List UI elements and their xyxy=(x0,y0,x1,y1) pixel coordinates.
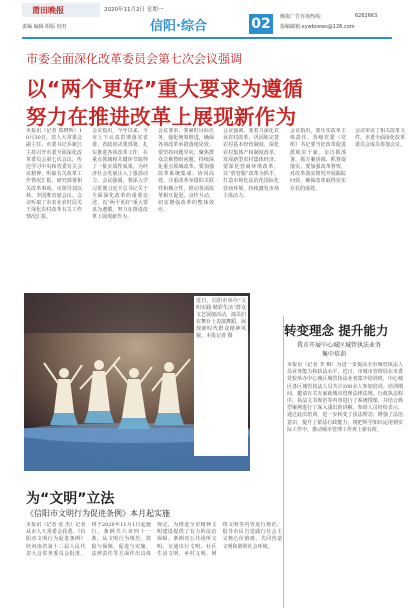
lead-kicker: 市委全面深化改革委员会第七次会议强调 xyxy=(26,52,243,66)
lead-column-3: 会议要求，要紧盯目标任务，强化统筹推进，确保各项改革举措落地见效。要坚持问题导向，聚焦群众急难愁盼问题，持续深化重点领域改革。要加强改革系统集成、协同高效，注重改革举措的关联性和耦合性，推动各项改革相互促进、良性互动，切实增强改革的整体效应。 xyxy=(158,128,214,214)
mid-article-body: 本报讯（记者 李 梅）为进一步提高全市城管执法人员业务能力和执法水平，近日，市城市管理局在市委党校举办中心城区城管执法业务集中培训班，中心城区各区城管执法人员共计200余人参加培训。培训期间，邀请有关专家就城市管理法律法规、行政执法程序、执法文书规范等内容进行了系统授课，并结合典型案例进行了深入浅出的讲解。参训人员纷纷表示，通过此次培训，进一步转变了执法理念，增强了法治意识，提升了依法行政能力，将把所学知识运用到实际工作中，推动城市管理工作再上新台阶。 xyxy=(287,362,403,433)
submission-email: 投稿邮箱:xywbnews@126.com xyxy=(280,24,355,30)
editor-credits: 责编 编辑 组版 校对 xyxy=(22,24,67,30)
lead-column-6: 会议审议了相关改革文件。市委全面深化改革委员会成员参加会议。 xyxy=(355,128,405,149)
bottom-article-headline: 为“文明”立法 xyxy=(26,491,115,507)
photo-caption: 近日，信阳市举办“文明实践·精彩生活”群众文艺展演活动，演员们在舞台上表演舞蹈，展现新时代群众精神风貌。本报记者 摄 xyxy=(194,296,248,456)
header-rule xyxy=(22,37,392,39)
lead-column-4: 会议强调，要着力深化农业农村改革，巩固和完善农村基本经营制度，深化农村集体产权制度改革，发展新型农村集体经济。要深化营商环境改革，以“放管服”改革为抓手，打造市场化法治化国际化营商环境，持续激发市场主体活力。 xyxy=(223,128,279,199)
column-divider xyxy=(283,316,284,608)
section-title: 信阳·综合 xyxy=(150,19,207,34)
lead-headline-line1: 以“两个更好”重大要求为遵循 xyxy=(26,77,304,101)
newspaper-logo: 莆田晚报 xyxy=(32,6,64,15)
mid-article-subheadline-1: 我市开展中心城区城管执法业务 xyxy=(297,342,382,349)
lead-column-2: 会议指出，今年以来，全市上下认真贯彻落实省委、省政府决策部署，扎实推进各项改革工作，在重点领域和关键环节取得了一批实质性成果，为经济社会发展注入了强劲动力。会议强调，要深入学习贯彻习近平总书记关于全面深化改革的重要论述，以“两个更好”重大要求为遵循，努力在推进改革上展现新作为。 xyxy=(92,128,148,221)
mid-article-headline: 转变理念 提升能力 xyxy=(284,323,389,338)
mid-article-subheadline-2: 集中培训 xyxy=(322,351,347,358)
bottom-article-subheadline: 《信阳市文明行为促进条例》本月起实施 xyxy=(26,509,170,518)
lead-column-5: 会议指出，要压实改革主体责任，各级党委（党组）书记要当好改革促进派和实干家，亲自抓部署、抓方案协调、抓督促落实。要加强改革督察，对改革落实情况开展跟踪问效，确保改革取得实实在在的成效。 xyxy=(290,128,346,192)
ad-hotline-number: 6262663 xyxy=(355,13,378,19)
bottom-article-body: 本报讯（记者 张 杰）记者从市人大常委会获悉，《信阳市文明行为促进条例》经河南省第十三届人民代表大会常务委员会批准，将于2020年11月1日起施行。条例共六章四十一条，从文明行为规范、鼓励与保障、促进与实施、法律责任等方面作出具体规定，为推进全市精神文明建设提供了有力的法治保障。条例对公共场所文明、交通出行文明、社区生活文明、乡村文明、网络文明等内容进行规范，倡导市民自觉践行社会主义核心价值观，共同营造文明和谐的社会环境。 xyxy=(26,522,282,557)
issue-date: 2020年11月2日 星期一 xyxy=(104,7,164,13)
page-number: 02 xyxy=(249,14,273,34)
lead-headline-line2: 努力在推进改革上展现新作为 xyxy=(26,105,297,129)
ad-hotline-label: 晚报广告咨询热线: xyxy=(280,14,322,20)
lead-column-1: 本报讯（记者 郑晓辉）10月30日，省人大常委会副主任、市委书记乔新江主持召开市委全面深化改革委员会第七次会议，传达学习中央和省委有关会议精神，听取有关改革工作情况汇报，研究部署相关改革事项。市领导刘以林、李国胜出席会议。会议听取了市农业农村局关于深化农村改革有关工作情况汇报。 xyxy=(26,128,82,221)
